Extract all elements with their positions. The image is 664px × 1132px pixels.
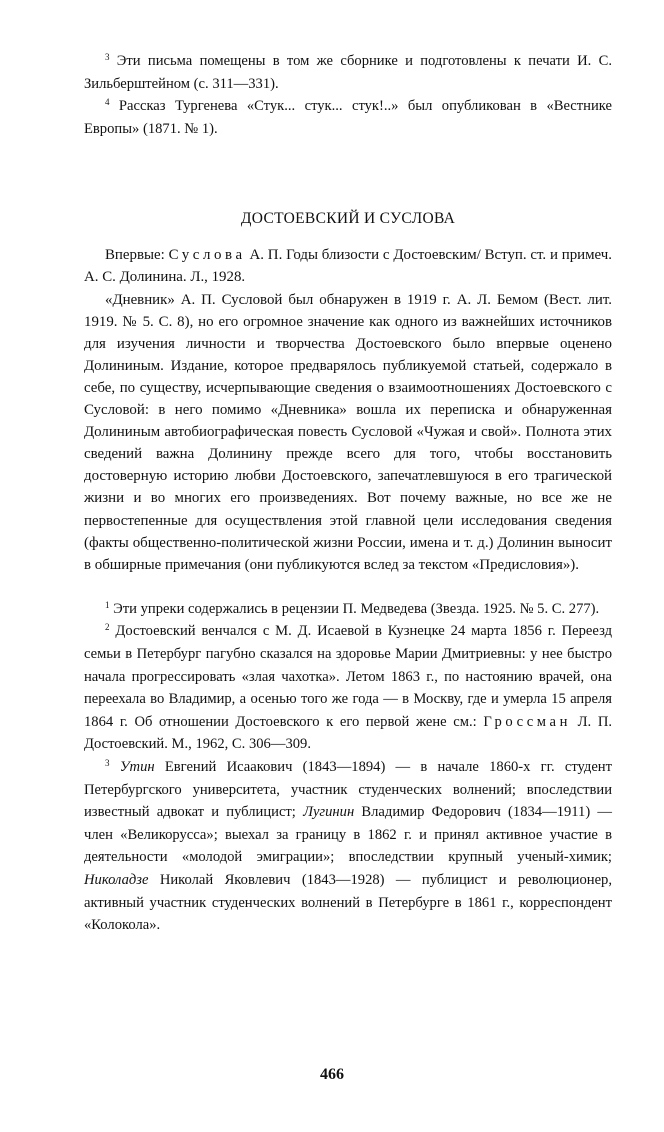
note-3	[84, 756, 612, 937]
footnote-marker: 2	[105, 622, 110, 633]
footnote-marker: 3	[105, 757, 110, 768]
footnote-marker: 4	[105, 97, 110, 108]
note-name: Утин	[119, 758, 155, 775]
page-content	[84, 50, 612, 937]
note-2	[84, 620, 612, 756]
note-tail: Л. П. Достоевский. М., 1962, С. 306—309.	[84, 713, 613, 753]
footnote-text: Рассказ Тургенева «Стук... стук... стук!..» был опубликован в «Вестнике Европы» (1871. № 1).	[84, 98, 612, 137]
source-rest: А. П. Годы близости с Достоевским/ Вступ. ст. и примеч. А. С. Долинина. Л., 1928.	[84, 247, 612, 286]
footnote-marker: 3	[105, 52, 110, 62]
note-text: Эти упреки содержались в рецензии П. Медведева (Звезда. 1925. № 5. С. 277).	[113, 600, 600, 617]
section-title: ДОСТОЕВСКИЙ И СУСЛОВА	[240, 210, 456, 228]
source-author: Суслова	[168, 247, 246, 264]
footnote-marker: 1	[105, 599, 110, 610]
note-text: Достоевский венчался с М. Д. Исаевой в Кузнецке 24 марта 1856 г. Переезд семьи в Петербург пагубно сказался на здоровье Марии Дмитриевны: у нее быстро начала прогрессировать «злая чахотка». Летом 1863 г., по настоянию врачей, она переехала во Владимир, а осенью того же года — в Москву, где и умерла 15 апреля 1864 г. Об отношении Достоевского к его первой жене см.:	[84, 623, 612, 730]
note-name: Николадзе	[84, 871, 149, 888]
footnote-4-top	[84, 95, 612, 140]
note-1	[84, 598, 612, 621]
source-prefix: Впервые:	[105, 247, 169, 264]
footnote-text: Эти письма помещены в том же сборнике и подготовлены к печати И. С. Зильберштейном (с. 311—331).	[84, 53, 612, 92]
note-author: Гроссман	[483, 713, 571, 730]
page-number: 466	[320, 1066, 344, 1083]
commentary-paragraph: «Дневник» А. П. Сусловой был обнаружен в 1919 г. А. Л. Бемом (Вест. лит. 1919. № 5. С. 8), но его огромное значение как одного из важнейших источников для изучения личности и творчества Достоевского было впервые оценено Долининым. Издание, которое предварялось публикуемой статьей, содержало в себе, по существу, исчерпывающие сведения о взаимоотношениях Достоевского с Сусловой: в него помимо «Дневника» вошла их переписка и обнаруженная Долининым автобиографическая повесть Сусловой «Чужая и свой». Полнота этих сведений важна Долинину прежде всего для того, чтобы восстановить достоверную историю любви Достоевского, запечатлевшуюся в его трагической жизни и во многих его произведениях. Вот почему важные, но все же не первостепенные для осуществления этой главной цели исследования сведения (факты общественно-политической жизни России, имена и т. д.) Долинин выносит в обширные примечания (они публикуются вслед за текстом «Предисловия»).	[84, 291, 612, 573]
note-text: Николай Яковлевич (1843—1928) — публицист и революционер, активный участник студенческих волнений в Петербурге в 1861 г., корреспондент «Колокола».	[84, 871, 612, 934]
note-name: Лугинин	[303, 804, 355, 821]
source-line	[84, 244, 612, 288]
footnote-3-top	[84, 50, 612, 95]
note-text: Евгений Исаакович (1843—1894) — в начале 1860-х гг. студент Петербургского университета, участник студенческих волнений; впоследствии известный адвокат и публицист;	[84, 758, 612, 821]
note-text: Владимир Федорович (1834—1911) — член «Великорусса»; выехал за границу в 1862 г. и принял активное участие в деятельности «молодой эмиграции»; впоследствии крупный ученый-химик;	[84, 804, 612, 866]
